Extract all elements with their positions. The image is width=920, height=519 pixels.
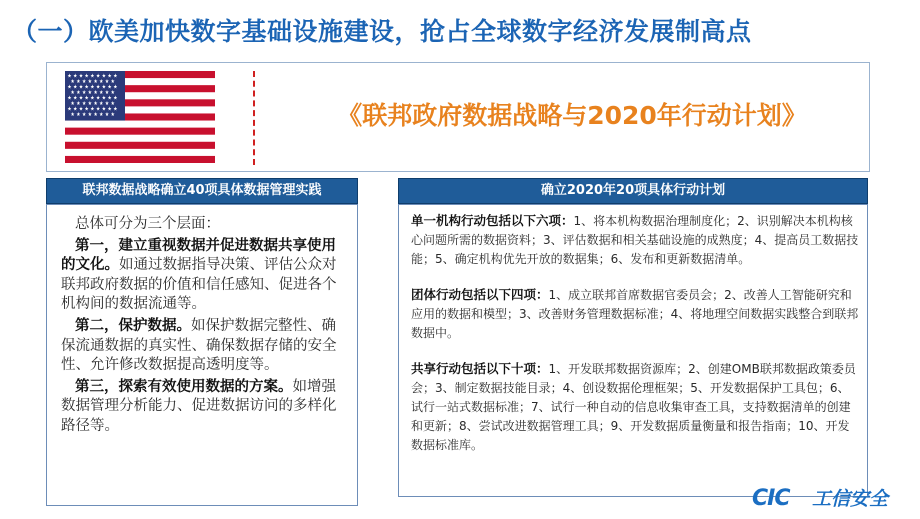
left-section-2-heading: 第二，保护数据。 bbox=[75, 317, 191, 334]
left-section-1 bbox=[61, 237, 349, 315]
cic-logo bbox=[752, 484, 912, 514]
right-section-1 bbox=[411, 211, 859, 269]
right-panel-text bbox=[411, 211, 859, 455]
left-section-2 bbox=[61, 317, 349, 376]
left-section-3 bbox=[61, 378, 349, 437]
right-section-1-heading: 单一机构行动包括以下六项： bbox=[411, 213, 574, 228]
right-section-2-heading: 团体行动包括以下四项： bbox=[411, 287, 549, 302]
logo-mark: CIC bbox=[752, 486, 790, 511]
us-flag-icon bbox=[65, 71, 215, 163]
plan-title: 《联邦政府数据战略与2020年行动计划》 bbox=[337, 101, 807, 130]
left-intro: 总体可分为三个层面： bbox=[75, 216, 220, 232]
logo-text: 工信安全 bbox=[812, 488, 889, 510]
svg-text:★ ★ ★ ★ ★ ★ ★ ★ ★: ★ ★ ★ ★ ★ ★ ★ ★ ★ bbox=[67, 95, 118, 102]
left-section-2-body: 如保护数据完整性、确保流通数据的真实性、确保数据存储的安全性、允许修改数据提高透明度等。 bbox=[61, 317, 337, 374]
right-section-3-heading: 共享行动包括以下十项： bbox=[411, 361, 549, 376]
right-panel-header: 确立2020年20项具体行动计划 bbox=[398, 178, 868, 204]
left-section-3-heading: 第三，探索有效使用数据的方案。 bbox=[75, 378, 293, 395]
banner-box bbox=[46, 62, 870, 172]
right-section-3 bbox=[411, 359, 859, 455]
right-section-3-body: 1、开发联邦数据资源库；2、创建OMB联邦数据政策委员会；3、制定数据技能目录；4、创设数据伦理框架；5、开发数据保护工具包；6、试行一站式数据标准；7、试行一种自动的信息收集审查工具，支持数据清单的创建和更新；8、尝试改进数据管理工具；9、开发数据质量衡量和报告指南；10、开发数据标准库。 bbox=[411, 362, 856, 452]
left-panel-body bbox=[46, 204, 358, 506]
right-section-2-body: 1、成立联邦首席数据官委员会；2、改善人工智能研究和应用的数据和模型；3、改善财务管理数据标准；4、将地理空间数据实践整合到联邦数据中。 bbox=[411, 288, 859, 340]
left-section-1-heading: 第一，建立重视数据并促进数据共享使用的文化。 bbox=[61, 237, 336, 274]
left-panel-header: 联邦数据战略确立40项具体数据管理实践 bbox=[46, 178, 358, 204]
svg-text:★ ★ ★ ★ ★ ★ ★ ★ ★: ★ ★ ★ ★ ★ ★ ★ ★ ★ bbox=[67, 84, 118, 91]
left-panel-text bbox=[61, 215, 349, 437]
right-panel-body bbox=[398, 204, 868, 497]
svg-text:★ ★ ★ ★ ★ ★ ★ ★: ★ ★ ★ ★ ★ ★ ★ ★ bbox=[70, 78, 115, 86]
svg-text:★ ★ ★ ★ ★ ★ ★ ★: ★ ★ ★ ★ ★ ★ ★ ★ bbox=[70, 100, 115, 108]
right-section-2 bbox=[411, 285, 859, 343]
right-section-1-body: 1、将本机构数据治理制度化；2、识别解决本机构核心问题所需的数据资料；3、评估数据和相关基础设施的成熟度；4、提高员工数据技能；5、确定机构优先开放的数据集；6、发布和更新数据清单。 bbox=[411, 214, 859, 266]
left-section-1-body: 如通过数据指导决策、评估公众对联邦政府数据的价值和信任感知、促进各个机构间的数据流通等。 bbox=[61, 257, 337, 313]
svg-text:★ ★ ★ ★ ★ ★ ★ ★ ★: ★ ★ ★ ★ ★ ★ ★ ★ ★ bbox=[67, 73, 118, 80]
slide-title: （一）欧美加快数字基础设施建设，抢占全球数字经济发展制高点 bbox=[12, 17, 752, 46]
svg-text:★ ★ ★ ★ ★ ★ ★ ★: ★ ★ ★ ★ ★ ★ ★ ★ bbox=[70, 111, 115, 119]
svg-text:★ ★ ★ ★ ★ ★ ★ ★ ★: ★ ★ ★ ★ ★ ★ ★ ★ ★ bbox=[67, 106, 118, 113]
left-section-3-body: 如增强数据管理分析能力、促进数据访问的多样化路径等。 bbox=[61, 378, 337, 434]
svg-text:★ ★ ★ ★ ★ ★ ★ ★: ★ ★ ★ ★ ★ ★ ★ ★ bbox=[70, 89, 115, 97]
banner-divider bbox=[253, 71, 255, 165]
